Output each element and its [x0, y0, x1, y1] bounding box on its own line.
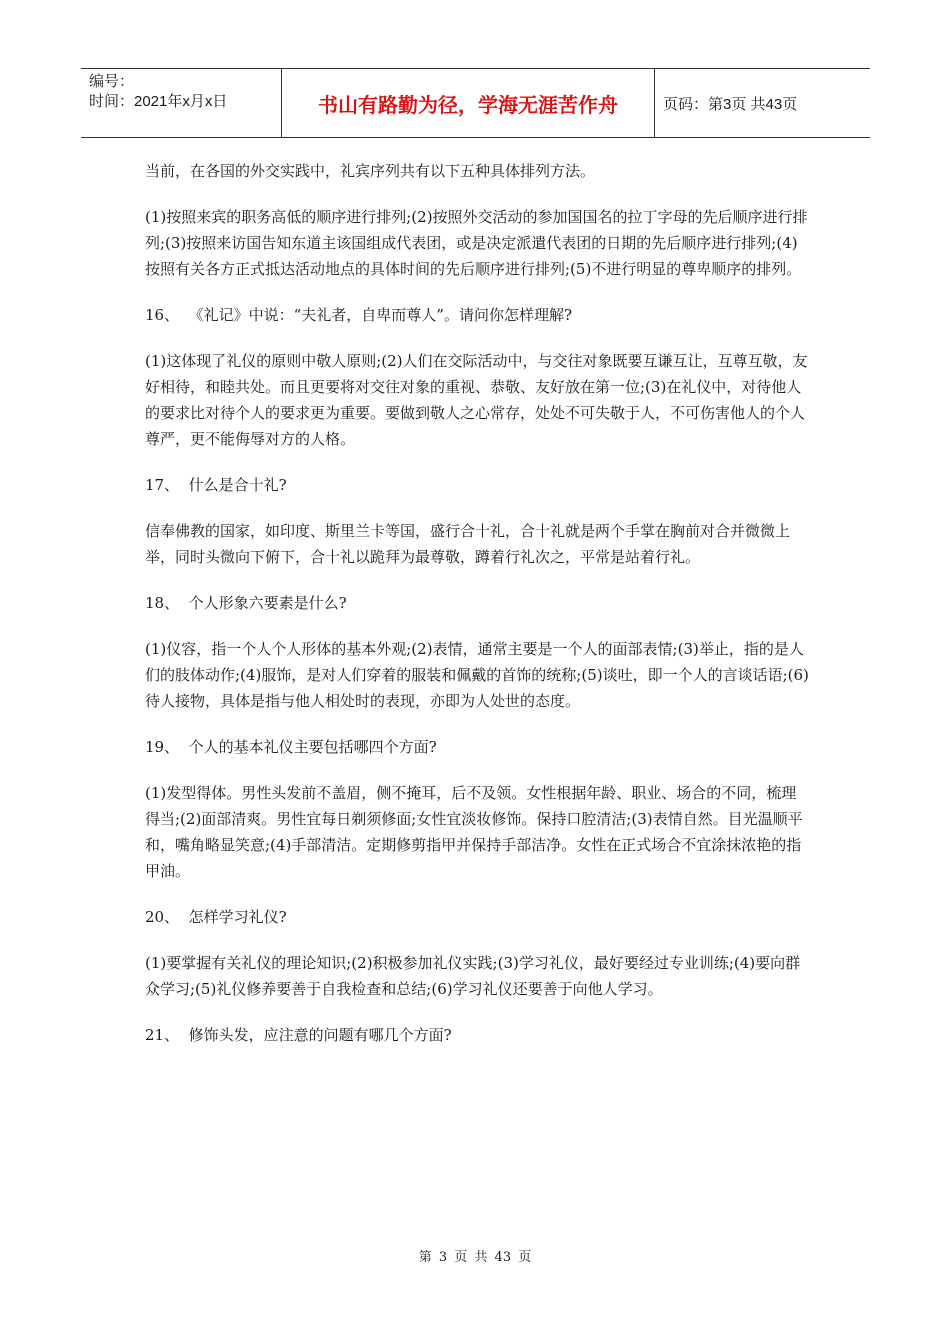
- question-heading: 17、 什么是合十礼?: [145, 476, 287, 494]
- code-label: 编号：: [89, 73, 135, 90]
- header-meta: [81, 69, 282, 137]
- question-heading: 18、 个人形象六要素是什么?: [145, 594, 347, 612]
- document-body: [145, 158, 810, 1068]
- paragraph: 当前，在各国的外交实践中，礼宾序列共有以下五种具体排列方法。: [145, 162, 596, 180]
- paragraph: (1)发型得体。男性头发前不盖眉，侧不掩耳，后不及领。女性根据年龄、职业、场合的不同，梳理得当;(2)面部清爽。男性宜每日剃须修面;女性宜淡妆修饰。保持口腔清洁;(3)表情自然。目光温顺平和，嘴角略显笑意;(4)手部清洁。定期修剪指甲并保持手部洁净。女性在正式场合不宜涂抹浓艳的指甲油。: [145, 784, 803, 880]
- question-heading: 19、 个人的基本礼仪主要包括哪四个方面?: [145, 738, 437, 756]
- header-page-info: 页码：第3页 共43页: [663, 95, 798, 113]
- page-header: [81, 68, 870, 138]
- time-label: 时间：2021年x月x日: [89, 93, 228, 110]
- question-heading: 16、 《礼记》中说：“夫礼者，自卑而尊人”。请问你怎样理解?: [145, 306, 573, 324]
- paragraph: 信奉佛教的国家，如印度、斯里兰卡等国，盛行合十礼，合十礼就是两个手掌在胸前对合并微微上举，同时头微向下俯下，合十礼以跪拜为最尊敬，蹲着行礼次之，平常是站着行礼。: [145, 522, 791, 566]
- question-heading: 20、 怎样学习礼仪?: [145, 908, 287, 926]
- header-motto: 书山有路勤为径，学海无涯苦作舟: [282, 69, 655, 137]
- paragraph: (1)要掌握有关礼仪的理论知识;(2)积极参加礼仪实践;(3)学习礼仪，最好要经过专业训练;(4)要向群众学习;(5)礼仪修养要善于自我检查和总结;(6)学习礼仪还要善于向他人学习。: [145, 954, 801, 998]
- page-footer: 第 3 页 共 43 页: [418, 1250, 532, 1265]
- paragraph: (1)按照来宾的职务高低的顺序进行排列;(2)按照外交活动的参加国国名的拉丁字母的先后顺序进行排列;(3)按照来访国告知东道主该国组成代表团，或是决定派遣代表团的日期的先后顺序进行排列;(4)按照有关各方正式抵达活动地点的具体时间的先后顺序进行排列;(5)不进行明显的尊卑顺序的排列。: [145, 208, 808, 278]
- paragraph: (1)仪容，指一个人个人形体的基本外观;(2)表情，通常主要是一个人的面部表情;(3)举止，指的是人们的肢体动作;(4)服饰，是对人们穿着的服装和佩戴的首饰的统称;(5)谈吐，即一个人的言谈话语;(6)待人接物，具体是指与他人相处时的表现，亦即为人处世的态度。: [145, 640, 809, 710]
- paragraph: (1)这体现了礼仪的原则中敬人原则;(2)人们在交际活动中，与交往对象既要互谦互让，互尊互敬，友好相待，和睦共处。而且更要将对交往对象的重视、恭敬、友好放在第一位;(3)在礼仪中，对待他人的要求比对待个人的要求更为重要。要做到敬人之心常存，处处不可失敬于人，不可伤害他人的个人尊严，更不能侮辱对方的人格。: [145, 352, 808, 448]
- question-heading: 21、 修饰头发，应注意的问题有哪几个方面?: [145, 1026, 452, 1044]
